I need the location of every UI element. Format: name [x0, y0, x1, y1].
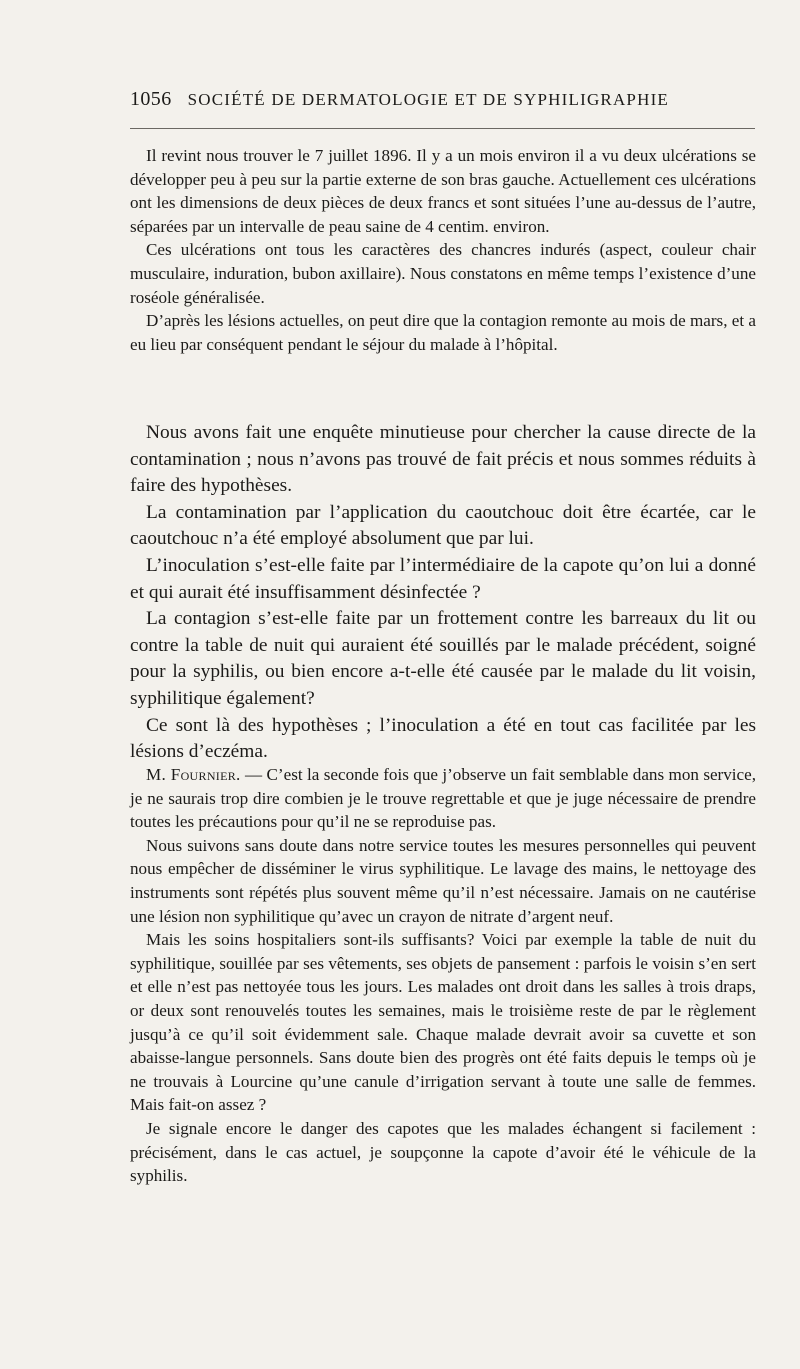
paragraph: Ce sont là des hypothèses ; l’inoculation a été en tout cas facilitée par les lésions d’eczéma. — [130, 714, 756, 763]
paragraph: L’inoculation s’est-elle faite par l’intermédiaire de la capote qu’on lui a donné et qui aurait été insuffisamment désinfectée ? — [130, 554, 756, 603]
paragraph: Il revint nous trouver le 7 juillet 1896. Il y a un mois environ il a vu deux ulcérations se développer peu à peu sur la partie externe de son bras gauche. Actuellement ces ulcérations ont les dimensions de deux pièces de deux francs et sont situées l’une au-dessus de l’autre, séparées par un intervalle de peau saine de 4 centim. environ. — [130, 146, 756, 236]
speaker-name: M. Fournier. — [146, 765, 241, 784]
page-number: 1056 — [130, 88, 172, 110]
paragraph: Nous avons fait une enquête minutieuse pour chercher la cause directe de la contamination ; nous n’avons pas trouvé de fait précis et nous sommes réduits à faire des hypothèses. — [130, 422, 756, 497]
paragraph: Nous suivons sans doute dans notre service toutes les mesures personnelles qui peuvent nous empêcher de disséminer le virus syphilitique. Le lavage des mains, le nettoyage des instruments sont répétés plus souvent même qu’il n’est nécessaire. Jamais on ne cautérise une lésion non syphilitique qu’avec un crayon de nitrate d’argent neuf. — [130, 835, 756, 926]
running-title: SOCIÉTÉ DE DERMATOLOGIE ET DE SYPHILIGRAPHIE — [187, 90, 670, 109]
speaker-remark: — C’est la seconde fois que j’observe un fait semblable dans mon service, je ne saurais trop dire combien je le trouve regrettable et que je juge nécessaire de prendre toutes les précautions pour qu’il ne se reproduise pas. — [130, 765, 756, 832]
paragraph: Ces ulcérations ont tous les caractères des chancres indurés (aspect, couleur chair musculaire, induration, bubon axillaire). Nous constatons en même temps l’existence d’une roséole généralisée. — [130, 240, 756, 307]
paragraph: Mais les soins hospitaliers sont-ils suffisants? Voici par exemple la table de nuit du syphilitique, souillée par ses vêtements, ses objets de pansement : parfois le voisin s’en sert et elle n’est pas nettoyée tous les jours. Les malades ont droit dans les salles à trois draps, or deux sont renouvelés toutes les semaines, mais le troisième reste de par le règlement jusqu’à ce qu’il soit évidemment sale. Chaque malade devrait avoir sa cuvette et son abaisse-langue personnels. Sans doute bien des progrès ont été faits depuis le temps où je ne trouvais à Lourcine qu’une canule d’irrigation servant à toute une salle de femmes. Mais fait-on assez ? — [130, 930, 756, 1115]
paragraph: La contamination par l’application du caoutchouc doit être écartée, car le caoutchouc n’a été employé absolument que par lui. — [130, 501, 756, 550]
case-observation-block — [130, 144, 756, 356]
paragraph: Je signale encore le danger des capotes que les malades échangent si facilement : précisément, dans le cas actuel, je soupçonne la capote d’avoir été le véhicule de la syphilis. — [130, 1118, 756, 1186]
paragraph: La contagion s’est-elle faite par un frottement contre les barreaux du lit ou contre la table de nuit qui auraient été souillés par le malade précédent, soigné pour la syphilis, ou bien encore a-t-elle été causée par le malade du lit voisin, syphilitique également? — [130, 608, 756, 709]
inquiry-block — [130, 420, 756, 766]
discussion-block — [130, 763, 756, 1188]
paragraph: D’après les lésions actuelles, on peut dire que la contagion remonte au mois de mars, et a eu lieu par conséquent pendant le séjour du malade à l’hôpital. — [130, 311, 756, 354]
header-rule — [130, 128, 755, 129]
running-header — [130, 88, 755, 111]
paragraph — [130, 763, 756, 834]
